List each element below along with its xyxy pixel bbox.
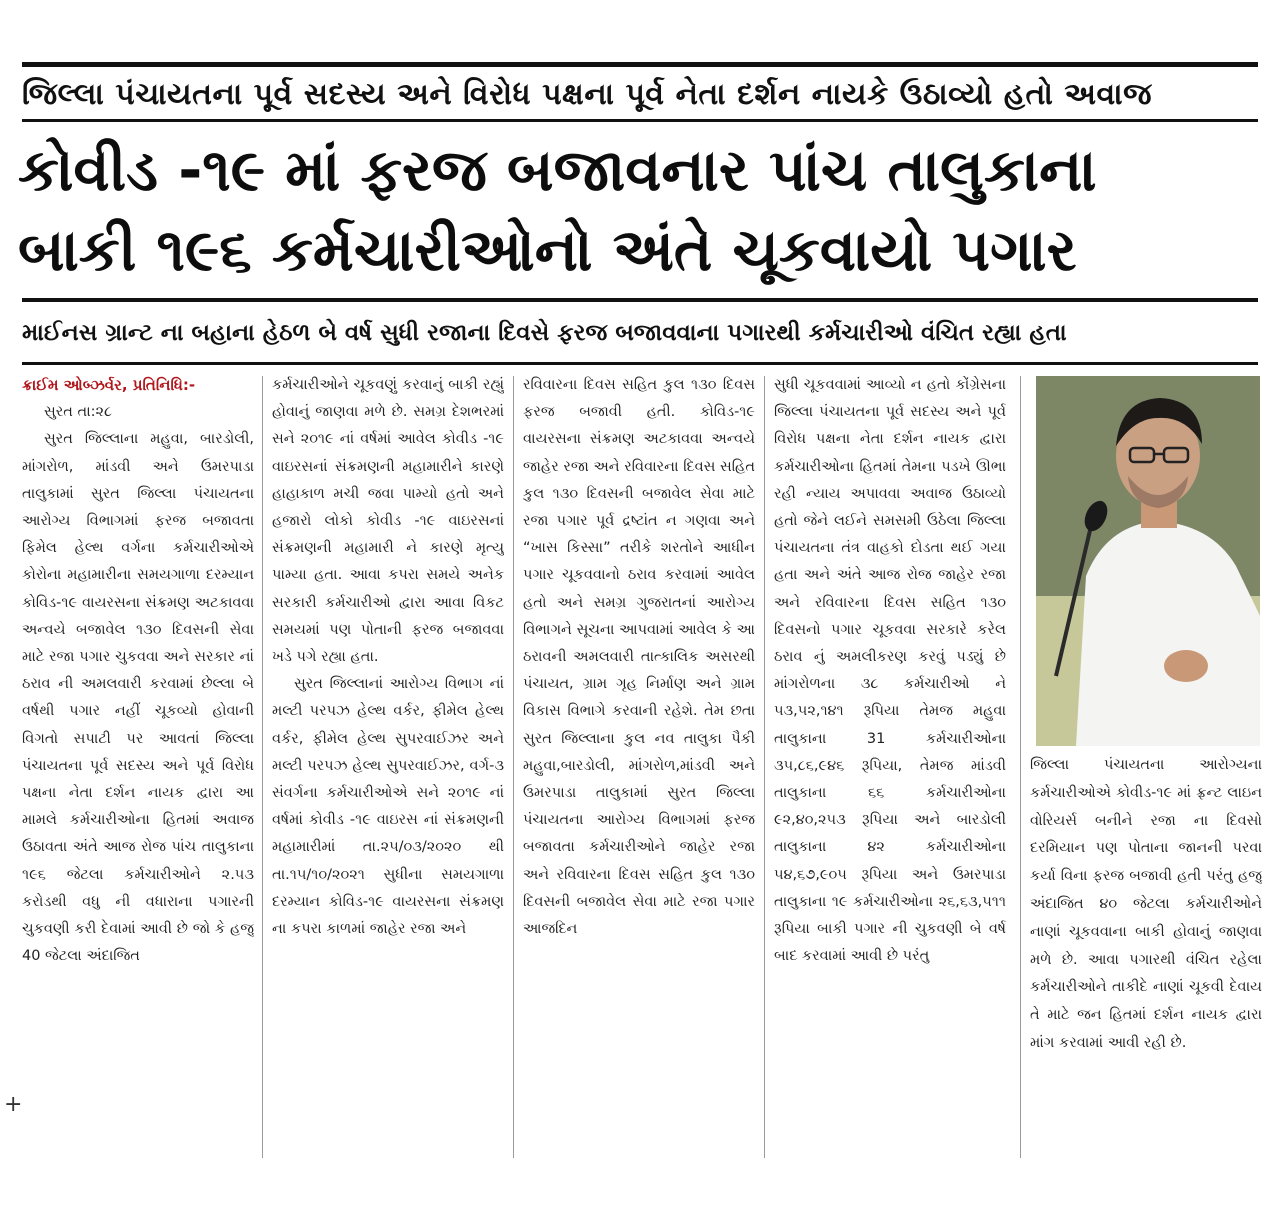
headline-line-1: કોવીડ -૧૯ માં ફરજ બજાવનાર પાંચ તાલુકાના: [18, 136, 1097, 204]
article-column-4: [774, 372, 1006, 1162]
headline: [18, 130, 1260, 290]
column-2-text-a: કર્મચારીઓને ચૂકવણું કરવાનું બાકી રહ્યું હોવાનું જાણવા મળે છે. સમગ્ર દેશભરમાં સને ૨૦૧૯ નાં વર્ષમાં આવેલ કોવીડ -૧૯ વાઇરસનાં સંક્રમણની મહામારીને કારણે હાહાકાળ મચી જવા પામ્યો હતો અને હજારો લોકો કોવીડ -૧૯ વાઇરસનાં સંક્રમણની મહામારી ને કારણે મૃત્યુ પામ્યા હતા. આવા કપરા સમયે અનેક સરકારી કર્મચારીઓ દ્વારા આવા વિકટ સમયમાં પણ પોતાની ફરજ બજાવવા ખડે પગે રહ્યા હતા.: [272, 377, 504, 666]
subheadline: માઈનસ ગ્રાન્ટ ના બહાના હેઠળ બે વર્ષ સુધી રજાના દિવસે ફરજ બજાવવાના પગારથી કર્મચારીઓ વંચિત રહ્યા હતા: [22, 320, 1067, 346]
subhead-rule-top: [22, 298, 1258, 302]
column-divider: [1020, 376, 1021, 1158]
column-1-text: સુરત જિલ્લાના મહુવા, બારડોલી, માંગરોળ, માંડવી અને ઉમરપાડા તાલુકામાં સુરત જિલ્લા પંચાયતના આરોગ્ય વિભાગમાં ફરજ બજાવતા ફિમેલ હેલ્થ વર્ગના કર્મચારીઓએ કોરોના મહામારીના સમયગાળા દરમ્યાન કોવિડ-૧૯ વાયરસના સંક્રમણ અટકાવવા અન્વયે બજાવેલ ૧૩૦ દિવસની સેવા માટે રજા પગાર ચુકવવા અને સરકાર નાં ઠરાવ ની અમલવારી કરવામાં છેલ્લા બે વર્ષથી પગાર નહીં ચૂકવ્યો હોવાની વિગતો સપાટી પર આવતાં જિલ્લા પંચાયતના પૂર્વ સદસ્ય અને પૂર્વ વિરોધ પક્ષના નેતા દર્શન નાયક દ્વારા આ મામલે કર્મચારીઓના હિતમાં અવાજ ઉઠાવતા અંતે આજ રોજ પાંચ તાલુકાના ૧૯૬ જેટલા કર્મચારીઓને ૨.૫૩ કરોડથી વધુ ની વધારાના પગારની ચુકવણી કરી દેવામાં આવી છે જો કે હજુ 40 જેટલા અંદાજિત: [22, 431, 254, 965]
column-divider: [262, 376, 263, 1158]
column-divider: [764, 376, 765, 1158]
dateline: સુરત તા:૨૮: [44, 404, 113, 421]
column-divider: [513, 376, 514, 1158]
article-column-2: [272, 372, 504, 1162]
article-column-3: [523, 372, 755, 1162]
margin-cross-mark: +: [4, 1092, 23, 1117]
article-column-1: [22, 372, 254, 1162]
column-3-text: રવિવારના દિવસ સહિત કુલ ૧૩૦ દિવસ ફરજ બજાવી હતી. કોવિડ-૧૯ વાયરસના સંક્રમણ અટકાવવા અન્વયે જાહેર રજા અને રવિવારના દિવસ સહિત કુલ ૧૩૦ દિવસની બજાવેલ સેવા માટે રજા પગાર પૂર્વ દ્રષ્ટાંત ન ગણવા અને “ખાસ કિસ્સા” તરીકે શરતોને આધીન પગાર ચૂકવવાનો ઠરાવ કરવામાં આવેલ હતો અને સમગ્ર ગુજરાતનાં આરોગ્ય વિભાગને સૂચના આપવામાં આવેલ કે આ ઠરાવની અમલવારી તાત્કાલિક અસરથી પંચાયત, ગ્રામ ગૃહ નિર્માણ અને ગ્રામ વિકાસ વિભાગે કરવાની રહેશે. તેમ છતા સુરત જિલ્લાના કુલ નવ તાલુકા પૈકી મહુવા,બારડોલી, માંગરોળ,માંડવી અને ઉમરપાડા તાલુકામાં સુરત જિલ્લા પંચાયતના આરોગ્ય વિભાગમાં ફરજ બજાવતા કર્મચારીઓને જાહેર રજા અને રવિવારના દિવસ સહિત કુલ ૧૩૦ દિવસની બજાવેલ સેવા માટે રજા પગાર આજદિન: [523, 377, 755, 938]
headline-line-2: બાકી ૧૯૬ કર્મચારીઓનો અંતે ચૂકવાયો પગાર: [18, 216, 1077, 284]
top-rule: [22, 62, 1258, 67]
speaker-illustration: [1036, 376, 1260, 746]
column-2-text-b: સુરત જિલ્લાનાં આરોગ્ય વિભાગ નાં મલ્ટી પરપઝ હેલ્થ વર્કર, ફીમેલ હેલ્થ વર્કર, ફીમેલ હેલ્થ સુપરવાઈઝર અને મલ્ટી પરપઝ હેલ્થ સુપરવાઈઝર, વર્ગ-૩ સંવર્ગના કર્મચારીઓએ સને ૨૦૧૯ નાં વર્ષમાં કોવીડ -૧૯ વાઇરસ નાં સંક્રમણની મહામારીમાં તા.૨૫/૦૩/૨૦૨૦ થી તા.૧૫/૧૦/૨૦૨૧ સુધીના સમયગાળા દરમ્યાન કોવિડ-૧૯ વાયરસના સંક્રમણ ના કપરા કાળમાં જાહેર રજા અને: [272, 676, 504, 938]
column-4-text: સુધી ચૂકવવામાં આવ્યો ન હતો કોંગ્રેસના જિલ્લા પંચાયતના પૂર્વ સદસ્ય અને પૂર્વ વિરોધ પક્ષના નેતા દર્શન નાયક દ્વારા કર્મચારીઓના હિતમાં તેમના પડખે ઊભા રહી ન્યાય અપાવવા અવાજ ઉઠાવ્યો હતો જેને લઈને સમસમી ઉઠેલા જિલ્લા પંચાયતના તંત્ર વાહકો દોડતા થઈ ગયા હતા અને અંતે આજ રોજ જાહેર રજા અને રવિવારના દિવસ સહિત ૧૩૦ દિવસનો પગાર ચૂકવવા સરકારે કરેલ ઠરાવ નું અમલીકરણ કરવું પડ્યું છે માંગરોળના ૩૮ કર્મચારીઓ ને ૫૩,૫૨,૧૪૧ રૂપિયા તેમજ મહુવા તાલુકાના 31 કર્મચારીઓના ૩૫,૮૬,૯૪૬ રૂપિયા, તેમજ માંડવી તાલુકાના ૬૬ કર્મચારીઓના ૯૨,૪૦,૨૫૩ રૂપિયા અને બારડોલી તાલુકાના ૪૨ કર્મચારીઓના ૫૪,૬૭,૯૦૫ રૂપિયા અને ઉમરપાડા તાલુકાના ૧૯ કર્મચારીઓના ૨૬,૬૩,૫૧૧ રૂપિયા બાકી પગાર ની ચુકવણી બે વર્ષ બાદ કરવામાં આવી છે પરંતુ: [774, 377, 1006, 965]
photo-caption: જિલ્લા પંચાયતના આરોગ્યના કર્મચારીઓએ કોવીડ-૧૯ માં ફ્રન્ટ લાઇન વોરિયર્સ બનીને રજા ના દિવસો દરમિયાન પણ પોતાના જાનની પરવા કર્યા વિના ફરજ બજાવી હતી પરંતુ હજુ અંદાજિત ૪૦ જેટલા કર્મચારીઓને નાણાં ચૂકવવાના બાકી હોવાનું જાણવા મળે છે. આવા પગારથી વંચિત રહેલા કર્મચારીઓને તાકીદે નાણાં ચૂકવી દેવાય તે માટે જન હિતમાં દર્શન નાયક દ્વારા માંગ કરવામાં આવી રહી છે.: [1030, 757, 1262, 1051]
speaker-photo: [1036, 376, 1260, 746]
subhead-rule-bottom: [22, 362, 1258, 365]
byline: ક્રાઈમ ઓબ્ઝર્વર, પ્રતિનિધિ:-: [22, 376, 196, 394]
kicker-line: જિલ્લા પંચાયતના પૂર્વ સદસ્ય અને વિરોધ પક્ષના પૂર્વ નેતા દર્શન નાયકે ઉઠાવ્યો હતો અવાજ: [22, 77, 1152, 112]
kicker-rule: [22, 119, 1258, 122]
